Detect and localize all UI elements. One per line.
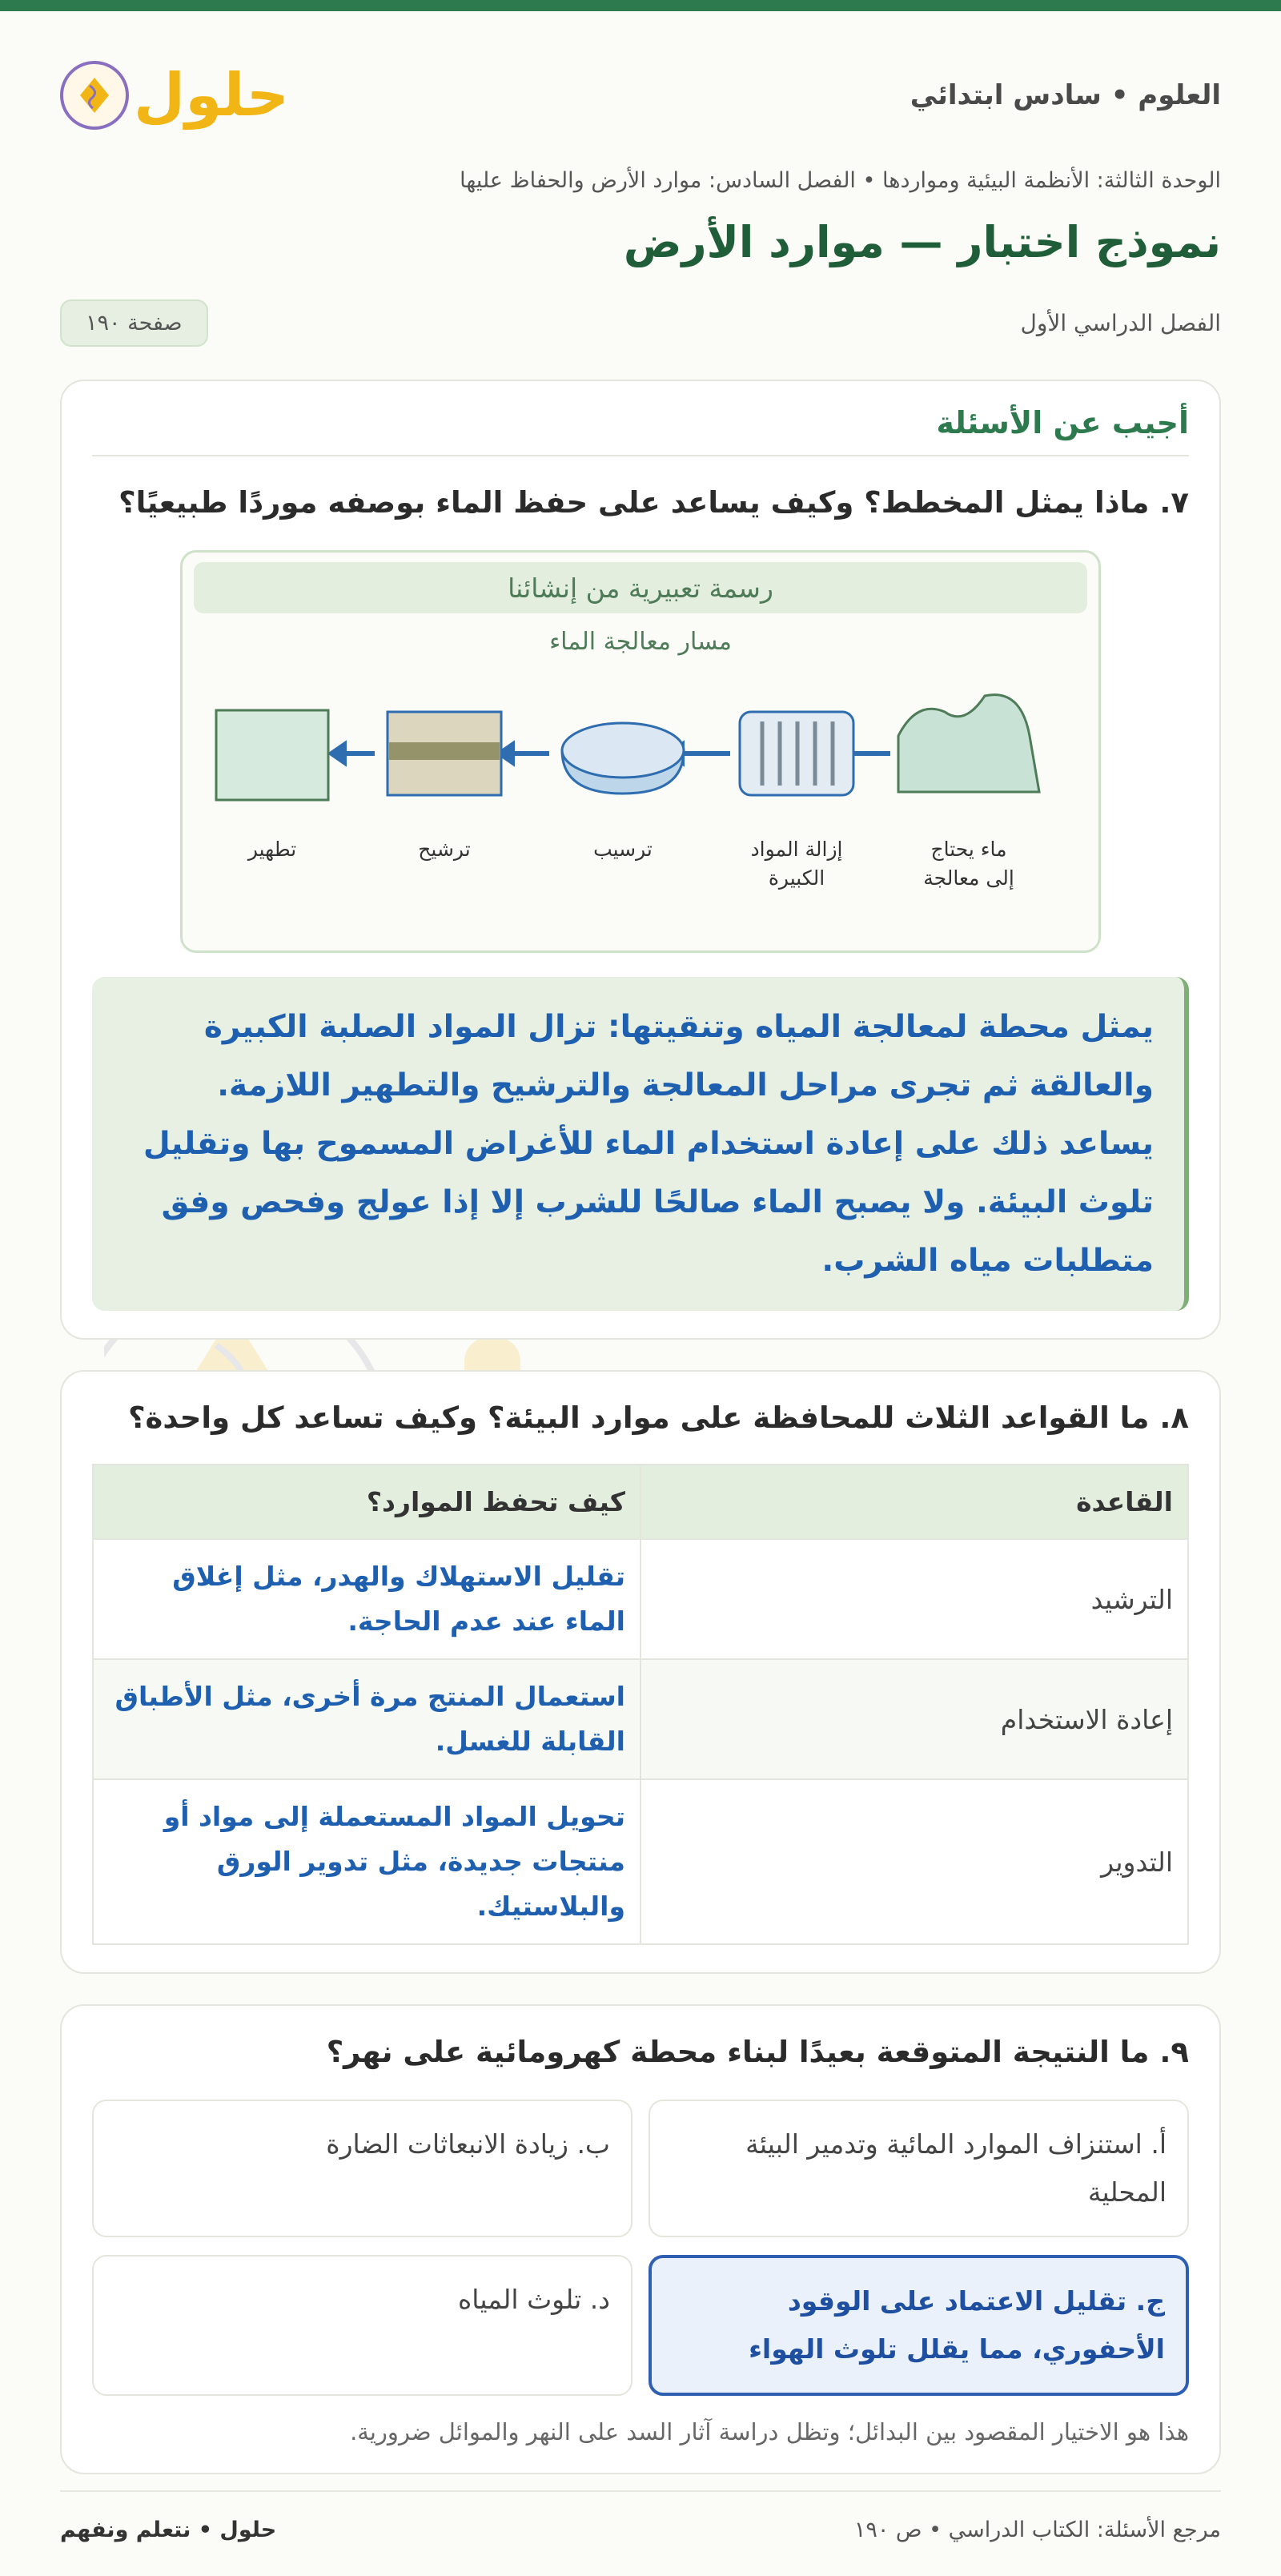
rule-description: استعمال المنتج مرة أخرى، مثل الأطباق القابلة للغسل. — [93, 1659, 640, 1779]
filtration-icon — [388, 712, 501, 795]
diagram-tag: رسمة تعبيرية من إنشائنا — [194, 562, 1087, 613]
question-8-text: ٨. ما القواعد الثلاث للمحافظة على موارد البيئة؟ وكيف تساعد كل واحدة؟ — [128, 1401, 1189, 1435]
stage-1-label-line2: إلى معالجة — [923, 866, 1014, 890]
option-d[interactable]: د. تلوث المياه — [92, 2255, 632, 2396]
table-row — [93, 1659, 1188, 1779]
disinfection-tank-icon — [216, 710, 328, 800]
header-how: كيف تحفظ الموارد؟ — [93, 1465, 640, 1539]
stage-2-label-line1: إزالة المواد — [750, 838, 843, 861]
logo-book-icon — [60, 61, 129, 130]
logo-text: حلول — [134, 61, 290, 130]
page-number-badge: صفحة ١٩٠ — [60, 299, 208, 347]
table-header-row — [93, 1465, 1188, 1539]
footer-brand: حلول • نتعلم ونفهم — [60, 2518, 277, 2542]
breadcrumb: الوحدة الثالثة: الأنظمة البيئية ومواردها • الفصل السادس: موارد الأرض والحفاظ عليها — [460, 168, 1221, 193]
top-accent-bar — [0, 0, 1281, 11]
rule-name: إعادة الاستخدام — [640, 1659, 1188, 1779]
stage-5-label: تطهير — [247, 838, 297, 861]
site-logo[interactable] — [60, 61, 289, 130]
untreated-water-icon — [898, 695, 1039, 792]
question-7-text: ٧. ماذا يمثل المخطط؟ وكيف يساعد على حفظ الماء بوصفه موردًا طبيعيًا؟ — [118, 485, 1189, 520]
stage-4-label: ترشيح — [418, 838, 471, 861]
term-label: الفصل الدراسي الأول — [1020, 309, 1221, 336]
question-card-9 — [60, 2004, 1221, 2474]
question-9-text: ٩. ما النتيجة المتوقعة بعيدًا لبناء محطة كهرومائية على نهر؟ — [326, 2035, 1189, 2069]
diagram-caption: مسار معالجة الماء — [549, 628, 732, 656]
table-row — [93, 1539, 1188, 1659]
section-title: أجيب عن الأسئلة — [92, 405, 1189, 456]
question-card-7 — [60, 380, 1221, 1340]
settling-tank-icon — [562, 723, 684, 794]
rule-name: الترشيد — [640, 1539, 1188, 1659]
option-a[interactable]: أ. استنزاف الموارد المائية وتدمير البيئة المحلية — [649, 2100, 1189, 2237]
rule-description: تقليل الاستهلاك والهدر، مثل إغلاق الماء عند عدم الحاجة. — [93, 1539, 640, 1659]
question-7-answer: يمثل محطة لمعالجة المياه وتنقيتها: تزال المواد الصلبة الكبيرة والعالقة ثم تجرى مراحل المعالجة والترشيح والتطهير اللازمة. يساعد ذلك على إعادة استخدام الماء للأغراض المسموح بها وتقليل تلوث البيئة. ولا يصبح الماء صالحًا للشرب إلا إذا عولج وفحص وفق متطلبات مياه الشرب. — [92, 977, 1189, 1311]
water-treatment-diagram — [180, 550, 1101, 953]
stage-1-label-line1: ماء يحتاج — [930, 838, 1007, 861]
answer-options — [92, 2100, 1189, 2396]
page-title: نموذج اختبار — موارد الأرض — [623, 217, 1221, 267]
option-c-correct[interactable]: ج. تقليل الاعتماد على الوقود الأحفوري، مما يقلل تلوث الهواء — [649, 2255, 1189, 2396]
rule-description: تحويل المواد المستعملة إلى مواد أو منتجات جديدة، مثل تدوير الورق والبلاستيك. — [93, 1779, 640, 1944]
option-b[interactable]: ب. زيادة الانبعاثات الضارة — [92, 2100, 632, 2237]
stage-2-label-line2: الكبيرة — [768, 866, 825, 890]
stage-3-label: ترسيب — [593, 838, 653, 861]
process-flow — [192, 664, 1087, 936]
subject-label: العلوم • سادس ابتدائي — [910, 79, 1221, 111]
meta-row — [60, 296, 1221, 349]
table-row — [93, 1779, 1188, 1944]
footer-source: مرجع الأسئلة: الكتاب الدراسي • ص ١٩٠ — [853, 2518, 1221, 2542]
screen-filter-icon — [740, 712, 853, 795]
rules-table — [92, 1464, 1189, 1945]
rule-name: التدوير — [640, 1779, 1188, 1944]
page-container — [60, 11, 1221, 2474]
page-footer — [60, 2490, 1221, 2542]
page-header — [60, 11, 1221, 171]
question-card-8 — [60, 1370, 1221, 1974]
header-rule: القاعدة — [640, 1465, 1188, 1539]
question-9-note: هذا هو الاختيار المقصود بين البدائل؛ وتظل دراسة آثار السد على النهر والموائل ضرورية. — [350, 2418, 1189, 2445]
